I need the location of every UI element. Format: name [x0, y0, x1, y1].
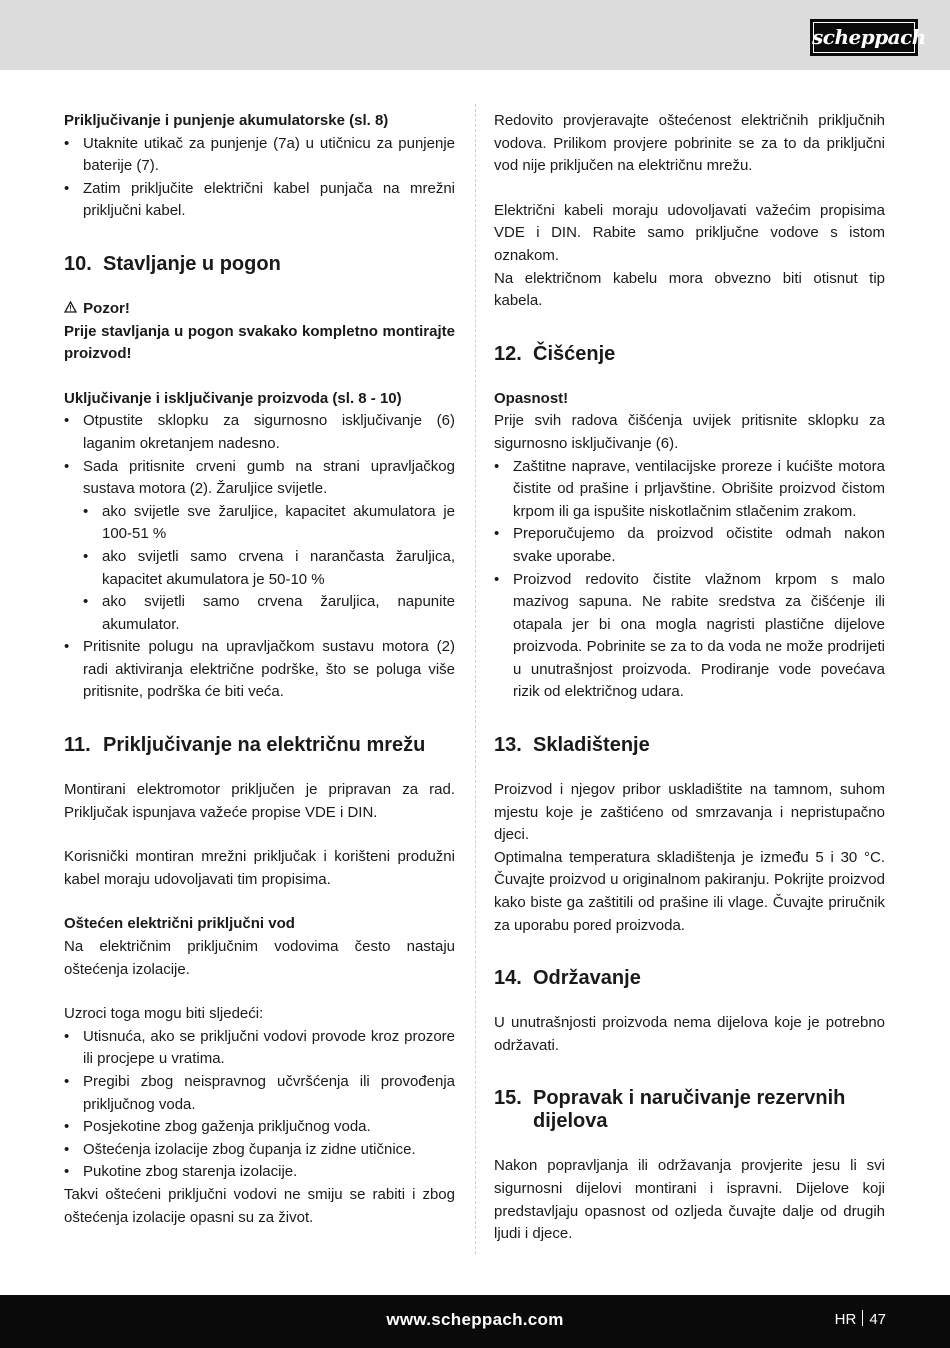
- column-divider: [475, 104, 476, 1254]
- paragraph: Proizvod i njegov pribor uskladištite na tamnom, suhom mjestu koje je zaštićeno od smrzavanja i nepristupačno djeci.: [494, 781, 885, 844]
- list-item: • Pritisnite polugu na upravljačkom sustavu motora (2) radi aktiviranja električne podrške, što se poluga više pritisnite, podrška će biti veća.: [64, 636, 455, 704]
- paragraph: Električni kabeli moraju udovoljavati važećim propisima VDE i DIN. Rabite samo priključne vodove s istom oznakom.: [494, 201, 885, 264]
- section-heading-15: [494, 1087, 885, 1133]
- right-column: [494, 110, 885, 1246]
- list-item: • Pregibi zbog neispravnog učvršćenja ili provođenja priključnog voda.: [64, 1071, 455, 1116]
- list-item: • ako svijetli samo crvena i narančasta žaruljica, kapacitet akumulatora je 50-10 %: [64, 546, 455, 591]
- onoff-sublist: [64, 501, 455, 637]
- danger-title: Opasnost!: [494, 389, 569, 407]
- paragraph: Nakon popravljanja ili održavanja provjerite jesu li svi sigurnosni dijelovi montirani i ispravni. Dijelove koji predstavljaju opasnost od ozljeda čuvajte dalje od drugih ljudi i djece.: [494, 1157, 885, 1243]
- page-indicator: [835, 1309, 886, 1332]
- section-number: 12.: [494, 342, 522, 365]
- danger-text: Prije svih radova čišćenja uvijek pritisnite sklopku za sigurnosno isključivanje (6).: [494, 412, 885, 452]
- list-item: • Posjekotine zbog gaženja priključnog voda.: [64, 1116, 455, 1139]
- section-heading-13: [494, 734, 885, 757]
- list-item: • Utisnuća, ako se priključni vodovi provode kroz prozore ili procjepe u vratima.: [64, 1026, 455, 1071]
- section-number: 13.: [494, 734, 522, 757]
- list-item: • Proizvod redovito čistite vlažnom krpom s malo mazivog sapuna. Ne rabite sredstva za čišćenje ili otapala jer bi ona mogla nagristi plastične dijelove proizvoda. Pobrinite se za to da voda ne može prodrijeti u unutrašnjost proizvoda. Prodiranje vode povećava rizik od električnog udara.: [494, 569, 885, 705]
- section-heading-12: [494, 343, 885, 366]
- list-item: • Preporučujemo da proizvod očistite odmah nakon svake uporabe.: [494, 523, 885, 568]
- website-link[interactable]: www.scheppach.com: [386, 1310, 564, 1329]
- section-title: Popravak i naručivanje rezervnih dijelova: [533, 1087, 846, 1133]
- paragraph: Montirani elektromotor priključen je pripravan za rad. Priključak ispunjava važeće propise VDE i DIN.: [64, 781, 455, 821]
- left-column: [64, 110, 455, 1229]
- list-item: • Pukotine zbog starenja izolacije.: [64, 1161, 455, 1184]
- list-item: • Otpustite sklopku za sigurnosno isključivanje (6) laganim okretanjem nadesno.: [64, 410, 455, 455]
- page-number: 47: [869, 1311, 886, 1328]
- section-title: Skladištenje: [533, 734, 650, 757]
- section-number: 10.: [64, 252, 92, 275]
- section-title: Čišćenje: [533, 342, 616, 365]
- list-item: • ako svijetle sve žaruljice, kapacitet akumulatora je 100-51 %: [64, 501, 455, 546]
- warning-title: Pozor!: [83, 299, 130, 317]
- causes-list: [64, 1026, 455, 1184]
- footer-bar: [0, 1295, 950, 1348]
- warning-heading: [64, 298, 455, 321]
- list-item: • Utaknite utikač za punjenje (7a) u utičnicu za punjenje baterije (7).: [64, 133, 455, 178]
- paragraph: Optimalna temperatura skladištenja je između 5 i 30 °C. Čuvajte proizvod u originalnom pakiranju. Pokrijte proizvod kako biste ga zaštitili od prašine ili vlage. Čuvajte priručnik za uporabu pored proizvoda.: [494, 848, 885, 934]
- paragraph: Takvi oštećeni priključni vodovi ne smiju se rabiti i zbog oštećenja izolacije opasni su za život.: [64, 1185, 455, 1226]
- onoff-list: [64, 410, 455, 500]
- warning-icon: [64, 298, 79, 321]
- list-item: • Zatim priključite električni kabel punjača na mrežni priključni kabel.: [64, 178, 455, 223]
- list-item: • ako svijetli samo crvena žaruljica, napunite akumulator.: [64, 591, 455, 636]
- section-title: Priključivanje na električnu mrežu: [103, 734, 426, 757]
- warning-text: Prije stavljanja u pogon svakako kompletno montirajte proizvod!: [64, 322, 455, 363]
- section-title: Održavanje: [533, 967, 641, 990]
- section-heading-11: [64, 734, 455, 757]
- list-item: • Sada pritisnite crveni gumb na strani upravljačkog sustava motora (2). Žaruljice svijetle.: [64, 456, 455, 501]
- section-number: 11.: [64, 734, 91, 757]
- causes-intro: Uzroci toga mogu biti sljedeći:: [64, 1005, 264, 1023]
- section-number: 14.: [494, 967, 522, 990]
- charge-list: [64, 133, 455, 223]
- section-heading-10: [64, 253, 455, 276]
- paragraph: U unutrašnjosti proizvoda nema dijelova koje je potrebno održavati.: [494, 1014, 885, 1054]
- onoff-list-end: [64, 636, 455, 704]
- paragraph: Redovito provjeravajte oštećenost električnih priključnih vodova. Prilikom provjere pobrinite se za to da priključni vod nije priključen na električnu mrežu.: [494, 112, 885, 175]
- paragraph: Korisnički montiran mrežni priključak i korišteni produžni kabel moraju udovoljavati tim propisima.: [64, 848, 455, 888]
- clean-list: [494, 456, 885, 705]
- onoff-heading: Uključivanje i isključivanje proizvoda (sl. 8 - 10): [64, 389, 402, 407]
- paragraph: Na električnim priključnim vodovima često nastaju oštećenja izolacije.: [64, 938, 455, 978]
- section-number: 15.: [494, 1087, 522, 1110]
- list-item: • Oštećenja izolacije zbog čupanja iz zidne utičnice.: [64, 1139, 455, 1162]
- brand-logo: scheppach: [810, 19, 918, 56]
- separator: [862, 1310, 863, 1326]
- header-bar: [0, 0, 950, 70]
- section-heading-14: [494, 967, 885, 990]
- list-item: • Zaštitne naprave, ventilacijske proreze i kućište motora čistite od prašine i prljavštine. Obrišite proizvod čistom krpom ili ga ispušite niskotlačnim stlačenim zrakom.: [494, 456, 885, 524]
- language-code: HR: [834, 1311, 857, 1328]
- section-title: Stavljanje u pogon: [103, 252, 281, 275]
- charge-heading: Priključivanje i punjenje akumulatorske (sl. 8): [64, 112, 389, 129]
- paragraph: Na električnom kabelu mora obvezno biti otisnut tip kabela.: [494, 269, 885, 310]
- damaged-heading: Oštećen električni priključni vod: [64, 915, 295, 933]
